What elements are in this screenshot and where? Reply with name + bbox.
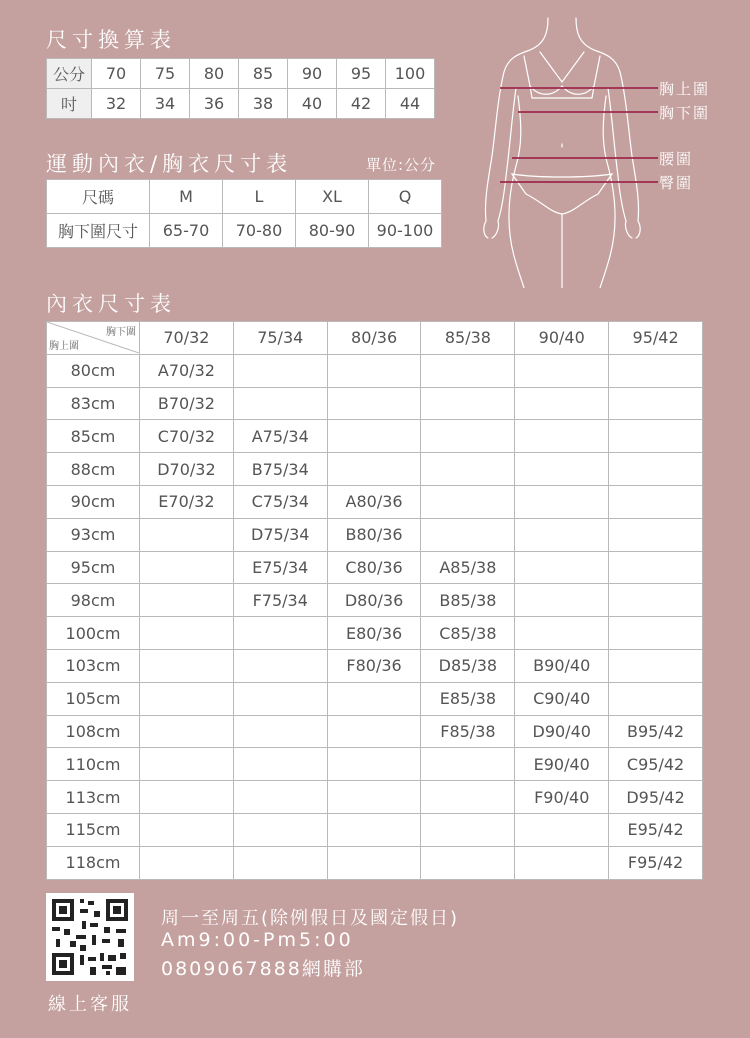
table-cell (421, 387, 515, 420)
column-header: 80/36 (327, 322, 421, 355)
row-label: 尺碼 (47, 180, 150, 214)
table-cell: M (150, 180, 223, 214)
qr-code (46, 893, 134, 981)
table-cell: D85/38 (421, 649, 515, 682)
table-cell: 32 (92, 89, 141, 119)
bra-size-table (46, 321, 703, 880)
table-cell (515, 617, 609, 650)
table-cell (140, 682, 234, 715)
table-cell: L (223, 180, 296, 214)
table-cell (609, 354, 703, 387)
table-cell: D80/36 (327, 584, 421, 617)
sport-size-table (46, 179, 442, 248)
table-cell: E75/34 (233, 551, 327, 584)
header-row (47, 322, 703, 355)
table-cell (515, 584, 609, 617)
table-cell: 90-100 (369, 214, 442, 248)
table-cell: 44 (386, 89, 435, 119)
table-cell (140, 846, 234, 879)
row-label: 100cm (47, 617, 140, 650)
table-cell: 65-70 (150, 214, 223, 248)
table-cell (421, 781, 515, 814)
table-cell (515, 551, 609, 584)
row-label: 胸下圍尺寸 (47, 214, 150, 248)
label-upper-bust: 胸上圍 (659, 80, 711, 98)
table-cell: B95/42 (609, 715, 703, 748)
table-row (47, 89, 435, 119)
table-cell (609, 387, 703, 420)
table-row (47, 748, 703, 781)
table-cell: 100 (386, 59, 435, 89)
table-cell (515, 518, 609, 551)
table-cell (609, 551, 703, 584)
table-row (47, 551, 703, 584)
table-cell (515, 813, 609, 846)
table-cell (609, 453, 703, 486)
table-cell (609, 617, 703, 650)
table-cell: E95/42 (609, 813, 703, 846)
row-label: 110cm (47, 748, 140, 781)
table-cell: 42 (337, 89, 386, 119)
sport-title: 運動內衣/胸衣尺寸表 (46, 152, 293, 176)
table-cell (233, 813, 327, 846)
row-label: 115cm (47, 813, 140, 846)
table-cell: F90/40 (515, 781, 609, 814)
table-cell: B90/40 (515, 649, 609, 682)
table-cell (515, 485, 609, 518)
qr-caption: 線上客服 (48, 994, 132, 1015)
row-label: 98cm (47, 584, 140, 617)
column-header: 70/32 (140, 322, 234, 355)
contact-phone: 0809067888網購部 (161, 958, 365, 980)
table-row (47, 617, 703, 650)
table-cell: C70/32 (140, 420, 234, 453)
table-cell (515, 846, 609, 879)
table-cell (609, 682, 703, 715)
table-cell: A70/32 (140, 354, 234, 387)
table-row (47, 485, 703, 518)
table-cell (421, 354, 515, 387)
table-cell: F95/42 (609, 846, 703, 879)
table-cell (140, 748, 234, 781)
table-cell: XL (296, 180, 369, 214)
table-row (47, 180, 442, 214)
table-row (47, 518, 703, 551)
table-row (47, 682, 703, 715)
row-label: 公分 (47, 59, 92, 89)
table-cell: 36 (190, 89, 239, 119)
table-cell: E80/36 (327, 617, 421, 650)
row-label: 103cm (47, 649, 140, 682)
table-cell: D70/32 (140, 453, 234, 486)
row-label: 93cm (47, 518, 140, 551)
table-cell: D75/34 (233, 518, 327, 551)
table-cell (327, 354, 421, 387)
row-label: 吋 (47, 89, 92, 119)
column-header: 90/40 (515, 322, 609, 355)
row-label: 80cm (47, 354, 140, 387)
bra-size-title: 內衣尺寸表 (46, 292, 176, 316)
table-cell: B75/34 (233, 453, 327, 486)
table-cell (140, 649, 234, 682)
table-cell: B85/38 (421, 584, 515, 617)
table-cell (327, 682, 421, 715)
table-cell (609, 518, 703, 551)
table-cell (609, 584, 703, 617)
row-label: 113cm (47, 781, 140, 814)
table-row (47, 584, 703, 617)
table-row (47, 846, 703, 879)
table-cell (421, 813, 515, 846)
table-row (47, 59, 435, 89)
table-cell: D90/40 (515, 715, 609, 748)
table-cell (140, 813, 234, 846)
table-cell (421, 485, 515, 518)
table-cell: 95 (337, 59, 386, 89)
table-cell (233, 748, 327, 781)
unit-label: 單位:公分 (366, 156, 437, 174)
label-under-bust: 胸下圍 (659, 104, 711, 122)
table-cell: 90 (288, 59, 337, 89)
table-cell (515, 354, 609, 387)
table-cell (140, 518, 234, 551)
table-cell (327, 748, 421, 781)
table-cell: 85 (239, 59, 288, 89)
table-cell (233, 354, 327, 387)
table-row (47, 649, 703, 682)
table-cell (515, 453, 609, 486)
table-cell: B70/32 (140, 387, 234, 420)
table-cell (233, 715, 327, 748)
table-row (47, 453, 703, 486)
row-label: 105cm (47, 682, 140, 715)
table-cell: C85/38 (421, 617, 515, 650)
table-cell: A75/34 (233, 420, 327, 453)
table-cell (515, 420, 609, 453)
table-cell: E85/38 (421, 682, 515, 715)
row-label: 108cm (47, 715, 140, 748)
table-cell (233, 682, 327, 715)
table-cell (327, 715, 421, 748)
row-label: 85cm (47, 420, 140, 453)
table-cell: 75 (141, 59, 190, 89)
table-row (47, 813, 703, 846)
table-cell (233, 387, 327, 420)
table-cell (140, 551, 234, 584)
table-cell (421, 846, 515, 879)
table-cell (421, 420, 515, 453)
column-header: 75/34 (233, 322, 327, 355)
table-cell: A80/36 (327, 485, 421, 518)
conversion-title: 尺寸換算表 (46, 28, 176, 52)
table-cell: Q (369, 180, 442, 214)
contact-hours: 周一至周五(除例假日及國定假日) (161, 908, 460, 929)
row-label: 83cm (47, 387, 140, 420)
table-cell (140, 781, 234, 814)
table-row (47, 715, 703, 748)
table-cell (233, 781, 327, 814)
table-cell: 40 (288, 89, 337, 119)
table-cell: 38 (239, 89, 288, 119)
row-label: 118cm (47, 846, 140, 879)
corner-header (47, 322, 140, 355)
table-cell (233, 846, 327, 879)
corner-under-bust-label: 胸下圍 (106, 327, 136, 339)
table-cell: B80/36 (327, 518, 421, 551)
table-cell (421, 453, 515, 486)
table-cell (515, 387, 609, 420)
table-cell (609, 485, 703, 518)
table-cell: F80/36 (327, 649, 421, 682)
table-cell: D95/42 (609, 781, 703, 814)
table-row (47, 214, 442, 248)
table-cell (327, 420, 421, 453)
table-cell (421, 518, 515, 551)
table-cell (327, 813, 421, 846)
table-cell: F75/34 (233, 584, 327, 617)
table-cell: C75/34 (233, 485, 327, 518)
table-cell: E70/32 (140, 485, 234, 518)
table-cell (140, 715, 234, 748)
corner-upper-bust-label: 胸上圍 (49, 341, 79, 353)
row-label: 95cm (47, 551, 140, 584)
table-cell (233, 617, 327, 650)
table-cell (327, 453, 421, 486)
table-cell: C95/42 (609, 748, 703, 781)
table-cell: 70 (92, 59, 141, 89)
table-cell: 80 (190, 59, 239, 89)
table-cell (140, 584, 234, 617)
label-hip: 臀圍 (659, 174, 694, 192)
table-cell (233, 649, 327, 682)
table-cell: C90/40 (515, 682, 609, 715)
column-header: 95/42 (609, 322, 703, 355)
table-cell: C80/36 (327, 551, 421, 584)
column-header: 85/38 (421, 322, 515, 355)
table-row (47, 420, 703, 453)
table-cell: 34 (141, 89, 190, 119)
table-cell (327, 781, 421, 814)
table-row (47, 781, 703, 814)
table-row (47, 387, 703, 420)
conversion-table (46, 58, 435, 119)
row-label: 88cm (47, 453, 140, 486)
table-cell (609, 420, 703, 453)
body-figure-illustration (478, 16, 658, 288)
table-cell: 80-90 (296, 214, 369, 248)
table-cell (609, 649, 703, 682)
table-cell (327, 387, 421, 420)
table-cell: A85/38 (421, 551, 515, 584)
contact-time: Am9:00-Pm5:00 (161, 929, 354, 951)
table-cell: E90/40 (515, 748, 609, 781)
table-cell (327, 846, 421, 879)
row-label: 90cm (47, 485, 140, 518)
table-row (47, 354, 703, 387)
table-cell (140, 617, 234, 650)
label-waist: 腰圍 (659, 150, 694, 168)
table-cell: 70-80 (223, 214, 296, 248)
table-cell: F85/38 (421, 715, 515, 748)
table-cell (421, 748, 515, 781)
